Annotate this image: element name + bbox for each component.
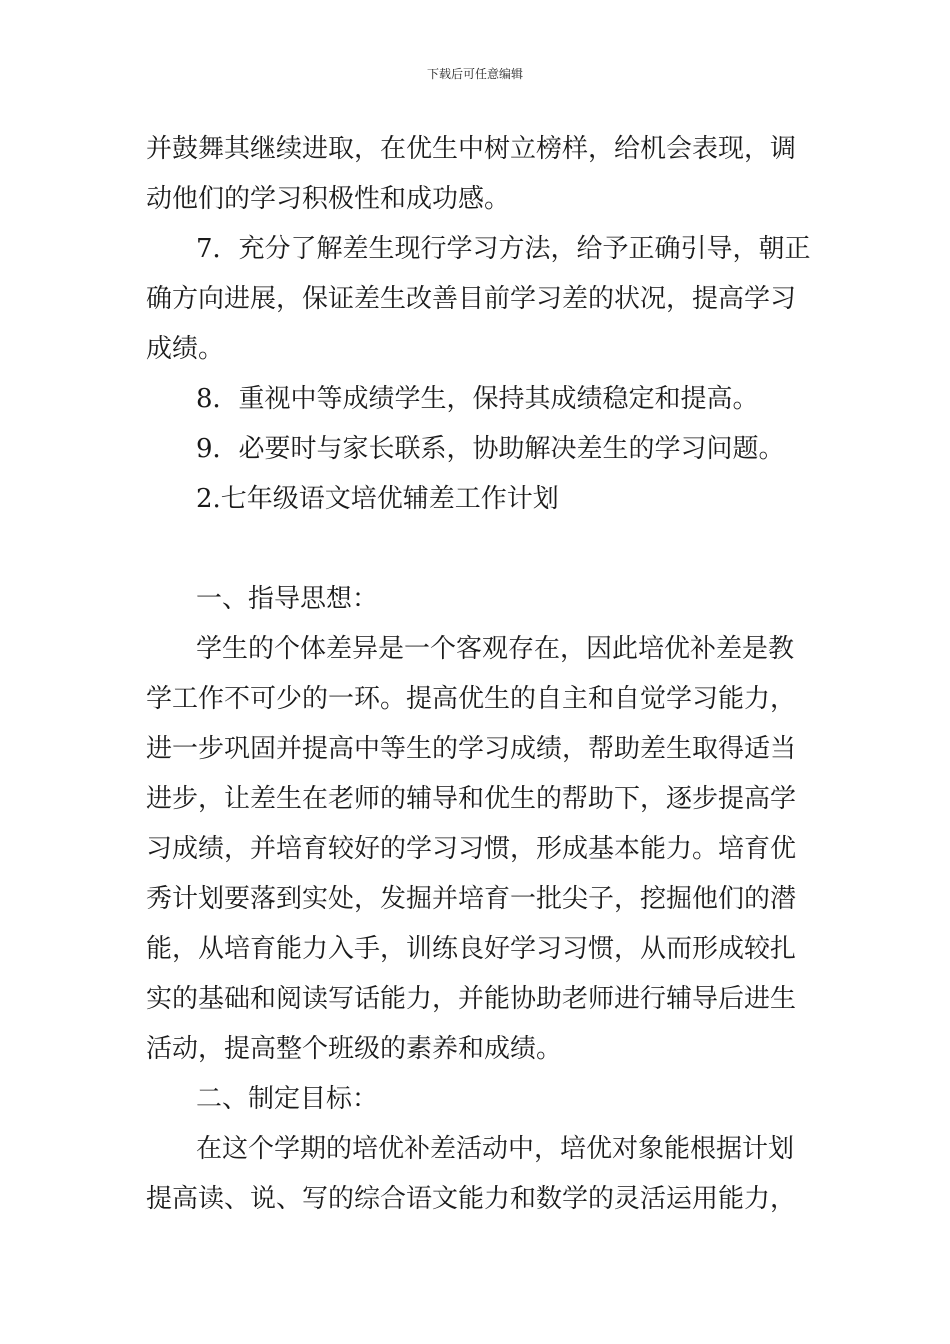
body-line: 进步，让差生在老师的辅导和优生的帮助下，逐步提高学: [146, 784, 797, 814]
list-item-7: 7．充分了解差生现行学习方法，给予正确引导，朝正: [196, 234, 811, 264]
body-line: 在这个学期的培优补差活动中，培优对象能根据计划: [196, 1134, 795, 1164]
body-line: 并鼓舞其继续进取，在优生中树立榜样，给机会表现，调: [146, 134, 797, 164]
body-line: 提高读、说、写的综合语文能力和数学的灵活运用能力，: [146, 1184, 797, 1214]
list-item-8: 8．重视中等成绩学生，保持其成绩稳定和提高。: [196, 384, 759, 414]
body-line: 学工作不可少的一环。提高优生的自主和自觉学习能力，: [146, 684, 797, 714]
body-line: 秀计划要落到实处，发掘并培育一批尖子，挖掘他们的潜: [146, 884, 797, 914]
section-title: 2.七年级语文培优辅差工作计划: [196, 484, 559, 514]
section-heading-goals: 二、制定目标：: [196, 1084, 379, 1114]
body-line: 学生的个体差异是一个客观存在，因此培优补差是教: [196, 634, 795, 664]
body-line: 动他们的学习积极性和成功感。: [146, 184, 511, 214]
section-heading-guiding-idea: 一、指导思想：: [196, 584, 379, 614]
page-header-note: 下载后可任意编辑: [426, 67, 523, 81]
body-line: 进一步巩固并提高中等生的学习成绩，帮助差生取得适当: [146, 734, 797, 764]
body-line: 活动，提高整个班级的素养和成绩。: [146, 1034, 563, 1064]
list-item-9: 9．必要时与家长联系，协助解决差生的学习问题。: [196, 434, 785, 464]
body-line: 实的基础和阅读写话能力，并能协助老师进行辅导后进生: [146, 984, 797, 1014]
body-line: 成绩。: [146, 334, 225, 364]
body-line: 习成绩，并培育较好的学习习惯，形成基本能力。培育优: [146, 834, 797, 864]
body-line: 能，从培育能力入手，训练良好学习习惯，从而形成较扎: [146, 934, 797, 964]
body-line: 确方向进展，保证差生改善目前学习差的状况，提高学习: [146, 284, 797, 314]
